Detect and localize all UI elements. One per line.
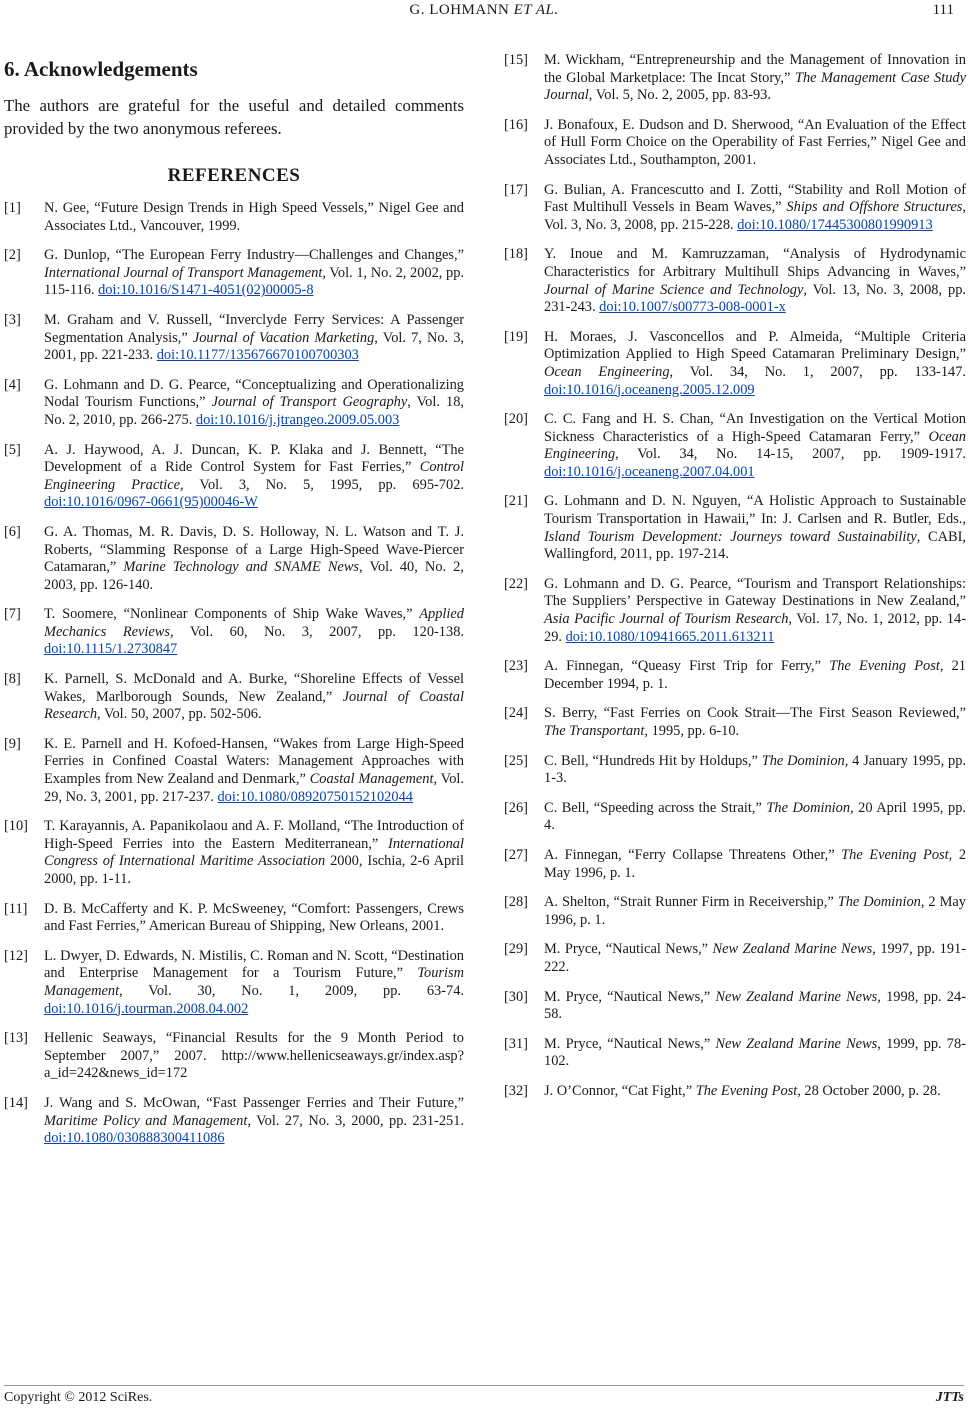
reference-text (544, 1083, 966, 1101)
reference-number: [11] (4, 900, 28, 917)
reference-details: , 20 April 1995, pp. 4. (544, 799, 967, 834)
reference-number: [21] (504, 493, 528, 510)
reference-details: , Vol. 30, No. 1, 2009, pp. 63-74. (119, 982, 464, 999)
reference-authors-title: A. Shelton, “Strait Runner Firm in Receivership,” (544, 894, 838, 911)
doi-link[interactable]: doi:10.1080/08920750152102044 (217, 788, 413, 805)
reference-text (544, 800, 966, 835)
reference-details: , 2 May 1996, p. 1. (544, 894, 966, 928)
running-title (0, 2, 968, 19)
doi-link[interactable]: doi:10.1080/030888300411086 (44, 1130, 225, 1147)
reference-authors-title: T. Karayannis, A. Papanikolaou and A. F. Molland, “The Introduction of High-Speed Ferries into the Eastern Mediterranean,” (44, 818, 464, 852)
reference-item (4, 736, 464, 806)
reference-number: [9] (4, 735, 21, 752)
reference-item (4, 948, 464, 1018)
reference-details: , Vol. 34, No. 1, 2007, pp. 133-147. (669, 363, 966, 380)
reference-item (504, 847, 966, 882)
reference-authors-title: L. Dwyer, D. Edwards, N. Mistilis, C. Roman and N. Scott, “Destination and Enterprise Management for a Tourism Future,” (44, 947, 464, 982)
reference-authors-title: H. Moraes, J. Vasconcellos and P. Almeida, “Multiple Criteria Optimization Applied to High Speed Catamaran Preliminary Design,” (544, 328, 966, 363)
reference-source: Applied Mechanics Reviews (44, 606, 464, 640)
reference-text (44, 312, 464, 365)
reference-source: Ocean Engineering (544, 428, 966, 463)
reference-source: The Management Case Study Journal (544, 69, 966, 104)
reference-item (504, 52, 966, 105)
reference-text (544, 246, 966, 316)
reference-text (544, 705, 966, 740)
reference-text (44, 377, 464, 430)
reference-details: , Vol. 27, No. 3, 2000, pp. 231-251. (247, 1112, 464, 1129)
reference-text (544, 411, 966, 481)
reference-source: Ocean Engineering (544, 363, 670, 380)
page-footer (4, 1385, 964, 1408)
reference-source: The Transportant (544, 723, 645, 739)
reference-text (544, 989, 966, 1024)
reference-authors-title: G. Bulian, A. Francescutto and I. Zotti, “Stability and Roll Motion of Fast Multihull Vessels in Beam Waves,” (544, 181, 966, 216)
reference-text (44, 948, 464, 1018)
reference-item (4, 377, 464, 430)
reference-number: [1] (4, 200, 21, 216)
reference-item (504, 117, 966, 170)
reference-source: Tourism Management (44, 965, 464, 999)
reference-text (44, 247, 464, 300)
reference-item (4, 442, 464, 512)
reference-item (504, 493, 966, 563)
reference-number: [26] (504, 799, 528, 816)
reference-details: , 1997, pp. 191-222. (544, 941, 966, 975)
reference-details: , 1995, pp. 6-10. (644, 723, 740, 739)
reference-number: [13] (4, 1030, 28, 1047)
reference-number: [14] (4, 1094, 28, 1111)
reference-authors-title: M. Graham and V. Russell, “Inverclyde Ferry Services: A Passenger Segmentation Analysis,” (44, 311, 464, 346)
reference-number: [32] (504, 1082, 528, 1099)
left-column (4, 52, 464, 1160)
reference-number: [27] (504, 846, 528, 863)
reference-authors-title: G. Lohmann and D. G. Pearce, “Conceptualizing and Operationalizing Nodal Tourism Functions,” (44, 376, 464, 411)
reference-source: New Zealand Marine News (712, 941, 873, 958)
reference-source: New Zealand Marine News (715, 988, 878, 1005)
reference-number: [7] (4, 606, 21, 623)
reference-number: [28] (504, 894, 528, 911)
reference-source: Control Engineering Practice (44, 459, 464, 493)
reference-item (4, 901, 464, 936)
reference-details: , 21 December 1994, p. 1. (544, 658, 966, 692)
reference-item (504, 941, 966, 976)
reference-source: The Evening Post (695, 1082, 798, 1099)
ack-heading: 6. Acknowledgements (4, 57, 198, 81)
reference-source: Asia Pacific Journal of Tourism Research (544, 611, 789, 628)
doi-link[interactable]: doi:10.1080/10941665.2011.613211 (565, 628, 775, 645)
reference-source: International Journal of Transport Management (44, 264, 323, 281)
reference-source: Journal of Coastal Research (44, 688, 464, 723)
reference-details: , Vol. 18, No. 2, 2010, pp. 266-275. (44, 394, 464, 428)
reference-text (544, 1036, 966, 1071)
reference-number: [29] (504, 941, 528, 958)
reference-number: [22] (504, 575, 528, 592)
reference-authors-title: M. Pryce, “Nautical News,” (544, 988, 716, 1005)
reference-text (44, 606, 464, 659)
reference-details: , 2 May 1996, p. 1. (544, 846, 967, 881)
reference-text (44, 818, 464, 888)
reference-item (4, 524, 464, 594)
reference-item (504, 246, 966, 316)
reference-details: , 1999, pp. 78-102. (544, 1035, 966, 1070)
ack-text: The authors are grateful for the useful and detailed comments provided by the two anonymous referees. (4, 96, 464, 138)
reference-item (4, 606, 464, 659)
reference-source: Ships and Offshore Structures (786, 199, 963, 216)
reference-authors-title: N. Gee, “Future Design Trends in High Speed Vessels,” Nigel Gee and Associates Ltd., Vancouver, 1999. (44, 200, 464, 234)
reference-item (504, 989, 966, 1024)
reference-details: , Vol. 7, No. 3, 2001, pp. 221-233. (44, 329, 464, 364)
reference-text (44, 671, 464, 724)
reference-source: New Zealand Marine News (715, 1035, 878, 1052)
reference-details: , Vol. 13, No. 3, 2008, pp. 231-243. (544, 281, 966, 316)
reference-text (544, 847, 966, 882)
reference-number: [19] (504, 328, 528, 345)
reference-details: , Vol. 34, No. 14-15, 2007, pp. 1909-1917. (615, 446, 966, 463)
reference-authors-title: G. A. Thomas, M. R. Davis, D. S. Holloway, N. L. Watson and T. J. Roberts, “Slamming Response of a Large High-Speed Wave-Piercer Catamaran,” (44, 523, 464, 576)
references-list-left (4, 200, 464, 1148)
reference-item (504, 658, 966, 693)
reference-number: [20] (504, 411, 528, 428)
reference-item (504, 576, 966, 646)
reference-authors-title: J. O’Connor, “Cat Fight,” (544, 1082, 696, 1099)
reference-source: Maritime Policy and Management (44, 1112, 248, 1129)
reference-text (544, 753, 966, 788)
header-author: G. LOHMANN (409, 2, 510, 18)
doi-link[interactable]: doi:10.1115/1.2730847 (44, 641, 178, 658)
reference-details: , 1998, pp. 24-58. (544, 988, 966, 1023)
reference-details: , Vol. 60, No. 3, 2007, pp. 120-138. (169, 623, 464, 640)
reference-authors-title: K. Parnell, S. McDonald and A. Burke, “Shoreline Effects of Vessel Wakes, Marlborough Sounds, New Zealand,” (44, 671, 464, 705)
reference-number: [23] (504, 658, 528, 675)
references-heading: REFERENCES (167, 165, 301, 186)
reference-authors-title: G. Dunlop, “The European Ferry Industry—Challenges and Changes,” (44, 247, 464, 264)
reference-authors-title: Y. Inoue and M. Kamruzzaman, “Analysis of Hydrodynamic Characteristics for Arbitrary Multihull Ships Advancing in Waves,” (544, 246, 966, 280)
reference-text (44, 524, 464, 594)
reference-details: , Vol. 50, 2007, pp. 502-506. (97, 706, 262, 723)
reference-text (44, 1030, 464, 1083)
reference-item (4, 1030, 464, 1083)
reference-authors-title: A. Finnegan, “Queasy First Trip for Ferry,” (544, 658, 830, 675)
reference-details: , 28 October 2000, p. 28. (797, 1082, 941, 1099)
reference-text (44, 442, 464, 512)
reference-authors-title: S. Berry, “Fast Ferries on Cook Strait—The First Season Reviewed,” (544, 705, 966, 722)
reference-authors-title: Hellenic Seaways, “Financial Results for the 9 Month Period to September 2007,” 2007. http://www.hellenicseaways.gr/index.asp?a_id=242&news_id=172 (44, 1030, 464, 1082)
reference-authors-title: A. Finnegan, “Ferry Collapse Threatens Other,” (544, 846, 842, 863)
copyright-text: Copyright © 2012 SciRes. (4, 1390, 153, 1405)
reference-details: , 4 January 1995, pp. 1-3. (544, 752, 966, 787)
reference-text (544, 894, 966, 929)
reference-item (504, 411, 966, 481)
reference-source: Journal of Transport Geography (211, 394, 408, 411)
reference-source: Journal of Vacation Marketing (192, 329, 375, 346)
journal-abbrev: JTTs (935, 1390, 964, 1405)
reference-authors-title: J. Wang and S. McOwan, “Fast Passenger Ferries and Their Future,” (44, 1094, 464, 1111)
reference-source: Journal of Marine Science and Technology (544, 281, 804, 298)
reference-authors-title: A. J. Haywood, A. J. Duncan, K. P. Klaka and J. Bennett, “The Development of a Ride Control System for Fast Ferries,” (44, 441, 464, 476)
reference-text (544, 117, 966, 170)
header-etal: ET AL. (513, 2, 559, 18)
reference-authors-title: C. Bell, “Hundreds Hit by Holdups,” (544, 752, 762, 769)
reference-text (544, 576, 966, 646)
reference-number: [6] (4, 523, 21, 540)
reference-text (44, 901, 464, 936)
reference-authors-title: M. Pryce, “Nautical News,” (544, 1035, 716, 1052)
reference-authors-title: T. Soomere, “Nonlinear Components of Ship Wake Waves,” (44, 606, 420, 623)
reference-item (504, 894, 966, 929)
doi-link[interactable]: doi:10.1016/j.oceaneng.2005.12.009 (544, 381, 755, 398)
doi-link[interactable]: doi:10.1016/j.oceaneng.2007.04.001 (544, 463, 755, 480)
reference-authors-title: M. Pryce, “Nautical News,” (544, 941, 713, 958)
reference-text (544, 941, 966, 976)
reference-number: [2] (4, 247, 21, 264)
reference-details: , CABI, Wallingford, 2011, pp. 197-214. (544, 528, 966, 563)
reference-source: The Dominion (837, 894, 921, 911)
page-number: 111 (932, 2, 954, 18)
reference-number: [5] (4, 441, 21, 458)
reference-authors-title: K. E. Parnell and H. Kofoed-Hansen, “Wakes from Large High-Speed Ferries in Confined Coastal Waters: Management Approaches with Examples from New Zealand and Denmark,” (44, 735, 464, 788)
reference-source: Marine Technology and SNAME News (123, 559, 360, 576)
doi-link[interactable]: doi:10.1016/j.jtrangeo.2009.05.003 (195, 411, 400, 428)
reference-item (4, 312, 464, 365)
reference-item (4, 247, 464, 300)
doi-link[interactable]: doi:10.1080/17445300801990913 (737, 216, 933, 233)
reference-details: , Vol. 17, No. 1, 2012, pp. 14-29. (544, 611, 966, 645)
reference-source: Island Tourism Development: Journeys toward Sustainability (544, 528, 917, 545)
reference-source: International Congress of International Maritime Association (44, 835, 464, 870)
reference-source: The Evening Post (829, 658, 940, 675)
doi-link[interactable]: doi:10.1016/0967-0661(95)00046-W (44, 494, 258, 511)
reference-number: [30] (504, 988, 528, 1005)
reference-text (544, 658, 966, 693)
reference-source: Coastal Management (309, 771, 434, 788)
doi-link[interactable]: doi:10.1177/135676670100700303 (156, 347, 359, 364)
reference-source: The Dominion (761, 752, 845, 769)
reference-item (4, 818, 464, 888)
doi-link[interactable]: doi:10.1007/s00773-008-0001-x (599, 299, 786, 316)
references-list-right (504, 52, 966, 1101)
reference-text (544, 493, 966, 563)
reference-text (544, 182, 966, 235)
reference-authors-title: G. Lohmann and D. G. Pearce, “Tourism and Transport Relationships: The Suppliers’ Perspective in Gateway Destinations in New Zealand,” (544, 575, 966, 610)
reference-details: , Vol. 40, No. 2, 2003, pp. 126-140. (44, 559, 464, 593)
reference-number: [24] (504, 705, 528, 722)
reference-item (504, 705, 966, 740)
reference-text (44, 1095, 464, 1148)
reference-text (544, 329, 966, 399)
reference-text (544, 52, 966, 105)
reference-number: [3] (4, 311, 21, 328)
reference-number: [8] (4, 671, 21, 688)
reference-authors-title: C. C. Fang and H. S. Chan, “An Investigation on the Vertical Motion Sickness Characteristics of a High-Speed Catamaran Ferry,” (544, 411, 966, 445)
reference-details: , Vol. 29, No. 3, 2001, pp. 217-237. (44, 771, 464, 805)
reference-details: , Vol. 3, No. 3, 2008, pp. 215-228. (544, 199, 966, 233)
reference-item (4, 200, 464, 235)
reference-number: [18] (504, 246, 528, 263)
reference-item (504, 1083, 966, 1101)
reference-details: , Vol. 1, No. 2, 2002, pp. 115-116. (44, 264, 464, 299)
right-column (504, 52, 966, 1113)
reference-item (504, 753, 966, 788)
doi-link[interactable]: doi:10.1016/j.tourman.2008.04.002 (44, 1000, 249, 1017)
reference-number: [16] (504, 116, 528, 133)
reference-details: , Vol. 3, No. 5, 1995, pp. 695-702. (179, 476, 464, 493)
reference-text (44, 736, 464, 806)
reference-item (504, 1036, 966, 1071)
reference-authors-title: D. B. McCafferty and K. P. McSweeney, “Comfort: Passengers, Crews and Fast Ferries,” American Bureau of Shipping, New Orleans, 2001. (44, 900, 464, 935)
reference-item (4, 671, 464, 724)
reference-number: [31] (504, 1035, 528, 1052)
reference-number: [17] (504, 181, 528, 198)
reference-details: 2000, Ischia, 2-6 April 2000, pp. 1-11. (44, 853, 464, 887)
reference-item (504, 182, 966, 235)
reference-text (44, 200, 464, 235)
reference-item (504, 800, 966, 835)
reference-authors-title: J. Bonafoux, E. Dudson and D. Sherwood, “An Evaluation of the Effect of Hull Form Choice on the Operability of Fast Ferries,” Nigel Gee and Associates Ltd., Southampton, 2001. (544, 116, 966, 168)
reference-number: [4] (4, 376, 21, 393)
reference-authors-title: G. Lohmann and D. N. Nguyen, “A Holistic Approach to Sustainable Tourism Transportation in Hawaii,” In: J. Carlsen and R. Butler, Eds., (544, 493, 966, 528)
reference-details: , Vol. 5, No. 2, 2005, pp. 83-93. (588, 87, 771, 104)
reference-number: [15] (504, 52, 528, 68)
reference-number: [25] (504, 752, 528, 769)
reference-authors-title: M. Wickham, “Entrepreneurship and the Management of Innovation in the Global Marketplace: The Incat Story,” (544, 52, 966, 86)
reference-item (4, 1095, 464, 1148)
reference-source: The Dominion (766, 799, 851, 816)
reference-authors-title: C. Bell, “Speeding across the Strait,” (544, 799, 767, 816)
reference-source: The Evening Post (841, 846, 949, 863)
reference-item (504, 329, 966, 399)
running-header (0, 0, 968, 22)
reference-number: [10] (4, 818, 28, 835)
doi-link[interactable]: doi:10.1016/S1471-4051(02)00005-8 (98, 282, 314, 299)
reference-number: [12] (4, 947, 28, 964)
